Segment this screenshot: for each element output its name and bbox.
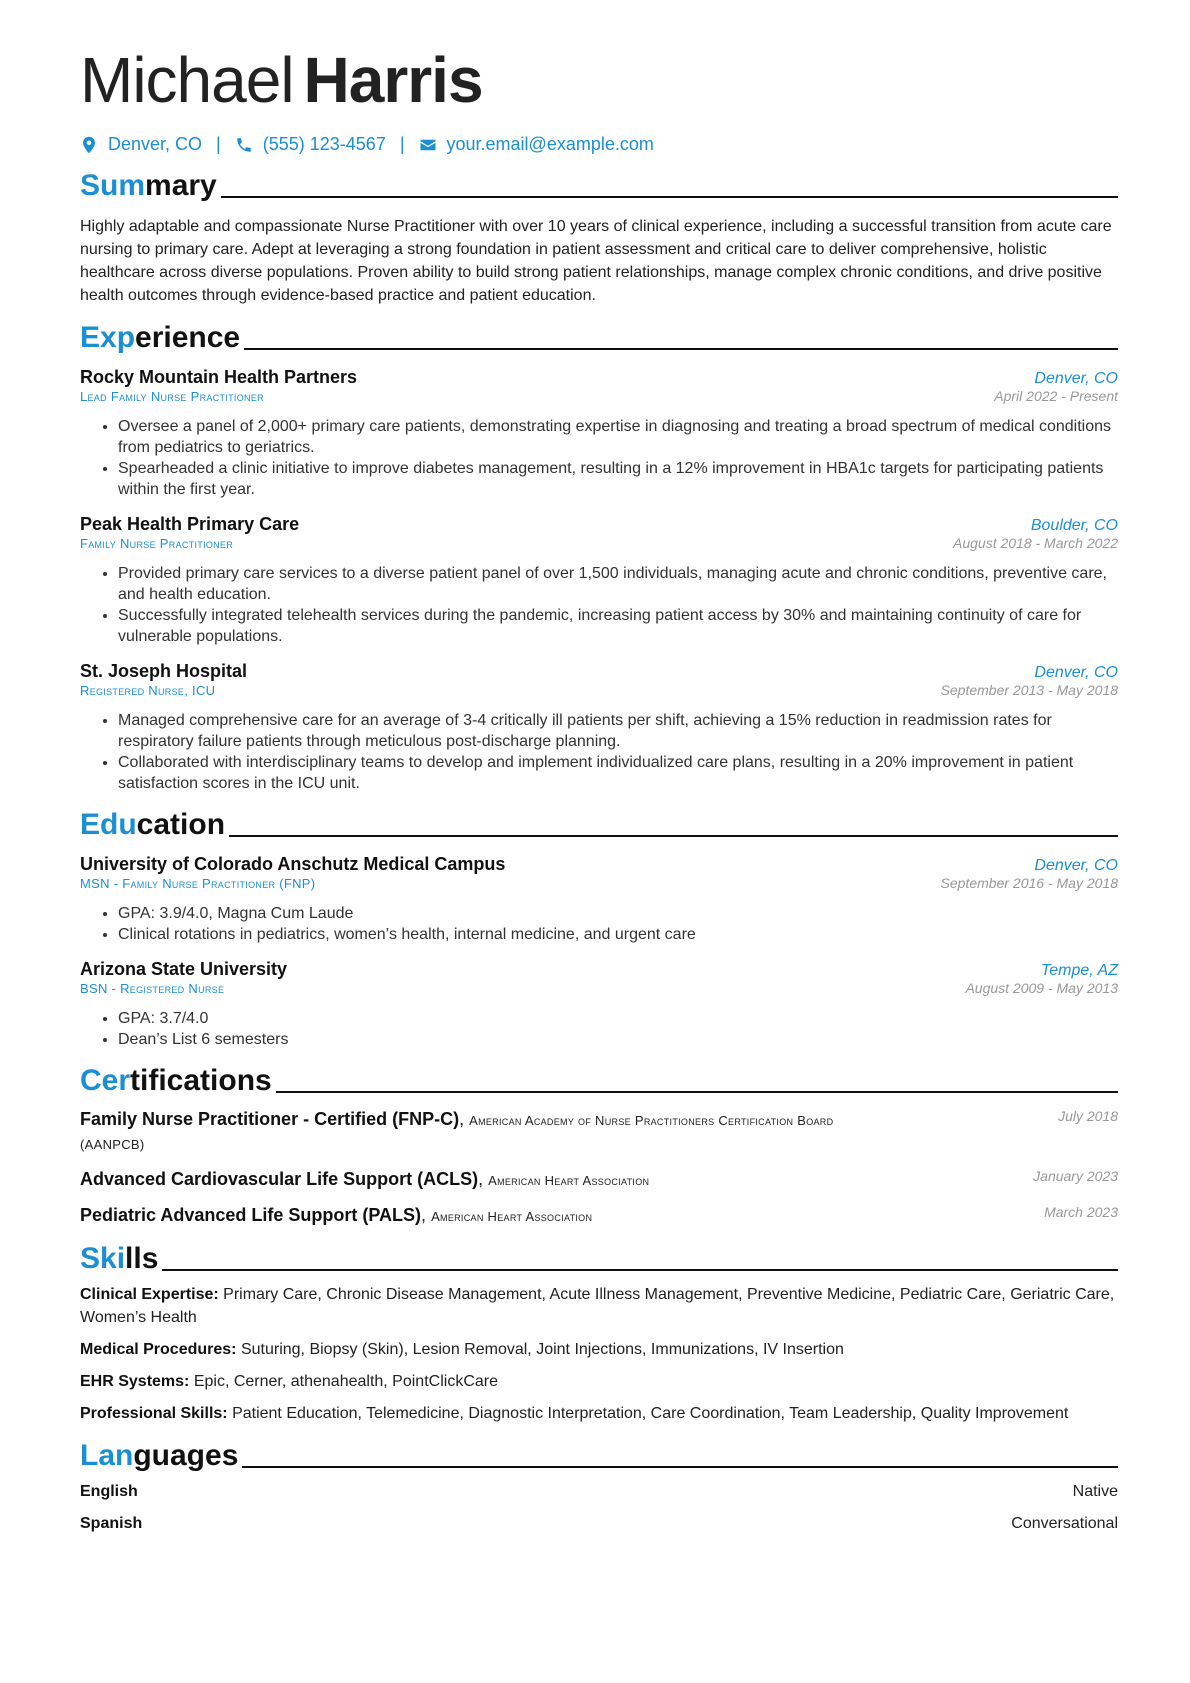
organization: St. Joseph Hospital — [80, 661, 248, 681]
experience-entry — [80, 661, 1118, 794]
skill-row — [80, 1402, 1118, 1425]
date-range: September 2016 - May 2018 — [940, 875, 1118, 891]
section-title: Education — [80, 808, 226, 841]
skill-value: Primary Care, Chronic Disease Management, Acute Illness Management, Preventive Medicine, Pediatric Care, Geriatric Care, Women’s Health — [80, 1286, 1115, 1326]
summary-heading — [80, 171, 1118, 201]
section-title: Certifications — [80, 1064, 272, 1097]
degree: MSN - Family Nurse Practitioner (FNP) — [80, 876, 316, 891]
section-rule — [162, 1269, 1118, 1271]
education-entry — [80, 959, 1118, 1050]
certification-issuer: American Heart Association — [431, 1209, 593, 1224]
language-row — [80, 1481, 1118, 1503]
bullet-item: • GPA: 3.9/4.0, Magna Cum Laude — [118, 903, 1118, 924]
bullet-item: • GPA: 3.7/4.0 — [118, 1008, 1118, 1029]
section-title: Summary — [80, 169, 217, 202]
role: Registered Nurse, ICU — [80, 683, 216, 698]
first-name: Michael — [80, 44, 294, 116]
skill-row — [80, 1283, 1118, 1329]
bullet-item: • Clinical rotations in pediatrics, women’s health, internal medicine, and urgent care — [118, 924, 1118, 945]
language-level: Conversational — [1011, 1515, 1118, 1532]
section-rule — [229, 835, 1118, 837]
phone-contact[interactable] — [235, 134, 386, 155]
experience-heading — [80, 323, 1118, 353]
certifications-heading — [80, 1066, 1118, 1096]
skill-label: EHR Systems: — [80, 1373, 190, 1390]
location-text: Denver, CO — [108, 134, 203, 154]
bullet-item: • Oversee a panel of 2,000+ primary care patients, demonstrating expertise in diagnosing and treating a broad spectrum of medical conditions from pediatrics to geriatrics. — [118, 416, 1118, 458]
map-marker-icon — [80, 136, 98, 154]
email-text: your.email@example.com — [446, 134, 654, 154]
date-range: August 2018 - March 2022 — [953, 535, 1118, 551]
bullet-list — [80, 416, 1118, 500]
skill-value: Patient Education, Telemedicine, Diagnostic Interpretation, Care Coordination, Team Leadership, Quality Improvement — [232, 1405, 1069, 1422]
skill-label: Professional Skills: — [80, 1405, 228, 1422]
location: Denver, CO — [1034, 857, 1118, 874]
certification-name: Pediatric Advanced Life Support (PALS) — [80, 1205, 422, 1225]
language-level: Native — [1072, 1483, 1118, 1500]
bullet-list — [80, 710, 1118, 794]
language-name: English — [80, 1483, 138, 1500]
bullet-item: • Dean’s List 6 semesters — [118, 1029, 1118, 1050]
certification-name: Family Nurse Practitioner - Certified (FNP-C) — [80, 1109, 460, 1129]
date-range: April 2022 - Present — [994, 388, 1118, 404]
institution: Arizona State University — [80, 959, 288, 979]
candidate-name — [80, 44, 1118, 116]
bullet-list — [80, 563, 1118, 647]
skill-label: Clinical Expertise: — [80, 1286, 219, 1303]
certification-date: July 2018 — [1058, 1108, 1118, 1124]
separator: | — [399, 134, 405, 154]
skill-label: Medical Procedures: — [80, 1341, 237, 1358]
bullet-item: • Provided primary care services to a diverse patient panel of over 1,500 individuals, managing acute and chronic conditions, preventive care, and health education. — [118, 563, 1118, 605]
location: Denver, CO — [1034, 664, 1118, 681]
separator: | — [216, 134, 221, 154]
certification-item: Pediatric Advanced Life Support (PALS), American Heart Association March 2023 — [80, 1204, 1118, 1228]
experience-entry — [80, 514, 1118, 647]
section-title: Skills — [80, 1242, 159, 1275]
certification-date: March 2023 — [1044, 1204, 1118, 1220]
date-range: September 2013 - May 2018 — [940, 682, 1118, 698]
certification-issuer: American Heart Association — [488, 1173, 650, 1188]
phone-text: (555) 123-4567 — [262, 134, 386, 154]
bullet-item: • Collaborated with interdisciplinary teams to develop and implement individualized care plans, resulting in a 20% improvement in patient satisfaction scores in the ICU unit. — [118, 752, 1118, 794]
location: Tempe, AZ — [1040, 962, 1118, 979]
skill-row — [80, 1370, 1118, 1393]
degree: BSN - Registered Nurse — [80, 981, 225, 996]
bullet-item: • Successfully integrated telehealth services during the pandemic, increasing patient access by 30% and maintaining continuity of care for vulnerable populations. — [118, 605, 1118, 647]
skills-heading — [80, 1244, 1118, 1274]
skill-value: Epic, Cerner, athenahealth, PointClickCare — [193, 1373, 498, 1390]
section-rule — [242, 1466, 1118, 1468]
section-rule — [244, 348, 1118, 350]
summary-text: Highly adaptable and compassionate Nurse Practitioner with over 10 years of clinical experience, including a successful transition from acute care nursing to primary care. Adept at leveraging a strong foundation in patient assessment and critical care to deliver comprehensive, holistic healthcare across diverse populations. Proven ability to build strong patient relationships, manage complex chronic conditions, and drive positive health outcomes through evidence-based practice and patient education. — [80, 218, 1112, 304]
bullet-list — [80, 1008, 1118, 1050]
certification-name: Advanced Cardiovascular Life Support (ACLS) — [80, 1169, 479, 1189]
phone-icon — [235, 136, 253, 154]
date-range: August 2009 - May 2013 — [965, 980, 1118, 996]
contact-line — [80, 134, 1118, 155]
certification-issuer: American Academy of Nurse Practitioners Certification Board (AANPCB) — [80, 1113, 834, 1152]
last-name: Harris — [303, 44, 483, 116]
experience-entry — [80, 367, 1118, 500]
skill-row — [80, 1338, 1118, 1361]
location: Boulder, CO — [1030, 517, 1118, 534]
skill-value: Suturing, Biopsy (Skin), Lesion Removal, Joint Injections, Immunizations, IV Insertion — [240, 1341, 844, 1358]
location-contact — [80, 134, 202, 155]
bullet-list — [80, 903, 1118, 945]
role: Lead Family Nurse Practitioner — [80, 389, 264, 404]
education-entry — [80, 854, 1118, 945]
organization: Peak Health Primary Care — [80, 514, 300, 534]
certification-item: Advanced Cardiovascular Life Support (ACLS), American Heart Association January 2023 — [80, 1168, 1118, 1192]
section-title: Experience — [80, 321, 241, 354]
section-title: Languages — [80, 1439, 239, 1472]
section-rule — [221, 196, 1118, 198]
certification-date: January 2023 — [1033, 1168, 1118, 1184]
language-row — [80, 1513, 1118, 1535]
education-heading — [80, 810, 1118, 840]
languages-heading — [80, 1441, 1118, 1471]
language-name: Spanish — [80, 1515, 143, 1532]
envelope-icon — [419, 136, 437, 154]
certification-item: Family Nurse Practitioner - Certified (FNP-C), American Academy of Nurse Practitioners Certification Board (AANPCB) July 2018 — [80, 1108, 1118, 1156]
email-contact[interactable] — [419, 134, 654, 155]
section-rule — [276, 1091, 1118, 1093]
bullet-item: • Spearheaded a clinic initiative to improve diabetes management, resulting in a 12% improvement in HBA1c targets for participating patients within the first year. — [118, 458, 1118, 500]
organization: Rocky Mountain Health Partners — [80, 367, 358, 387]
role: Family Nurse Practitioner — [80, 536, 234, 551]
location: Denver, CO — [1034, 370, 1118, 387]
institution: University of Colorado Anschutz Medical Campus — [80, 854, 506, 874]
bullet-item: • Managed comprehensive care for an average of 3-4 critically ill patients per shift, achieving a 15% reduction in readmission rates for respiratory failure patients through meticulous post-discharge planning. — [118, 710, 1118, 752]
